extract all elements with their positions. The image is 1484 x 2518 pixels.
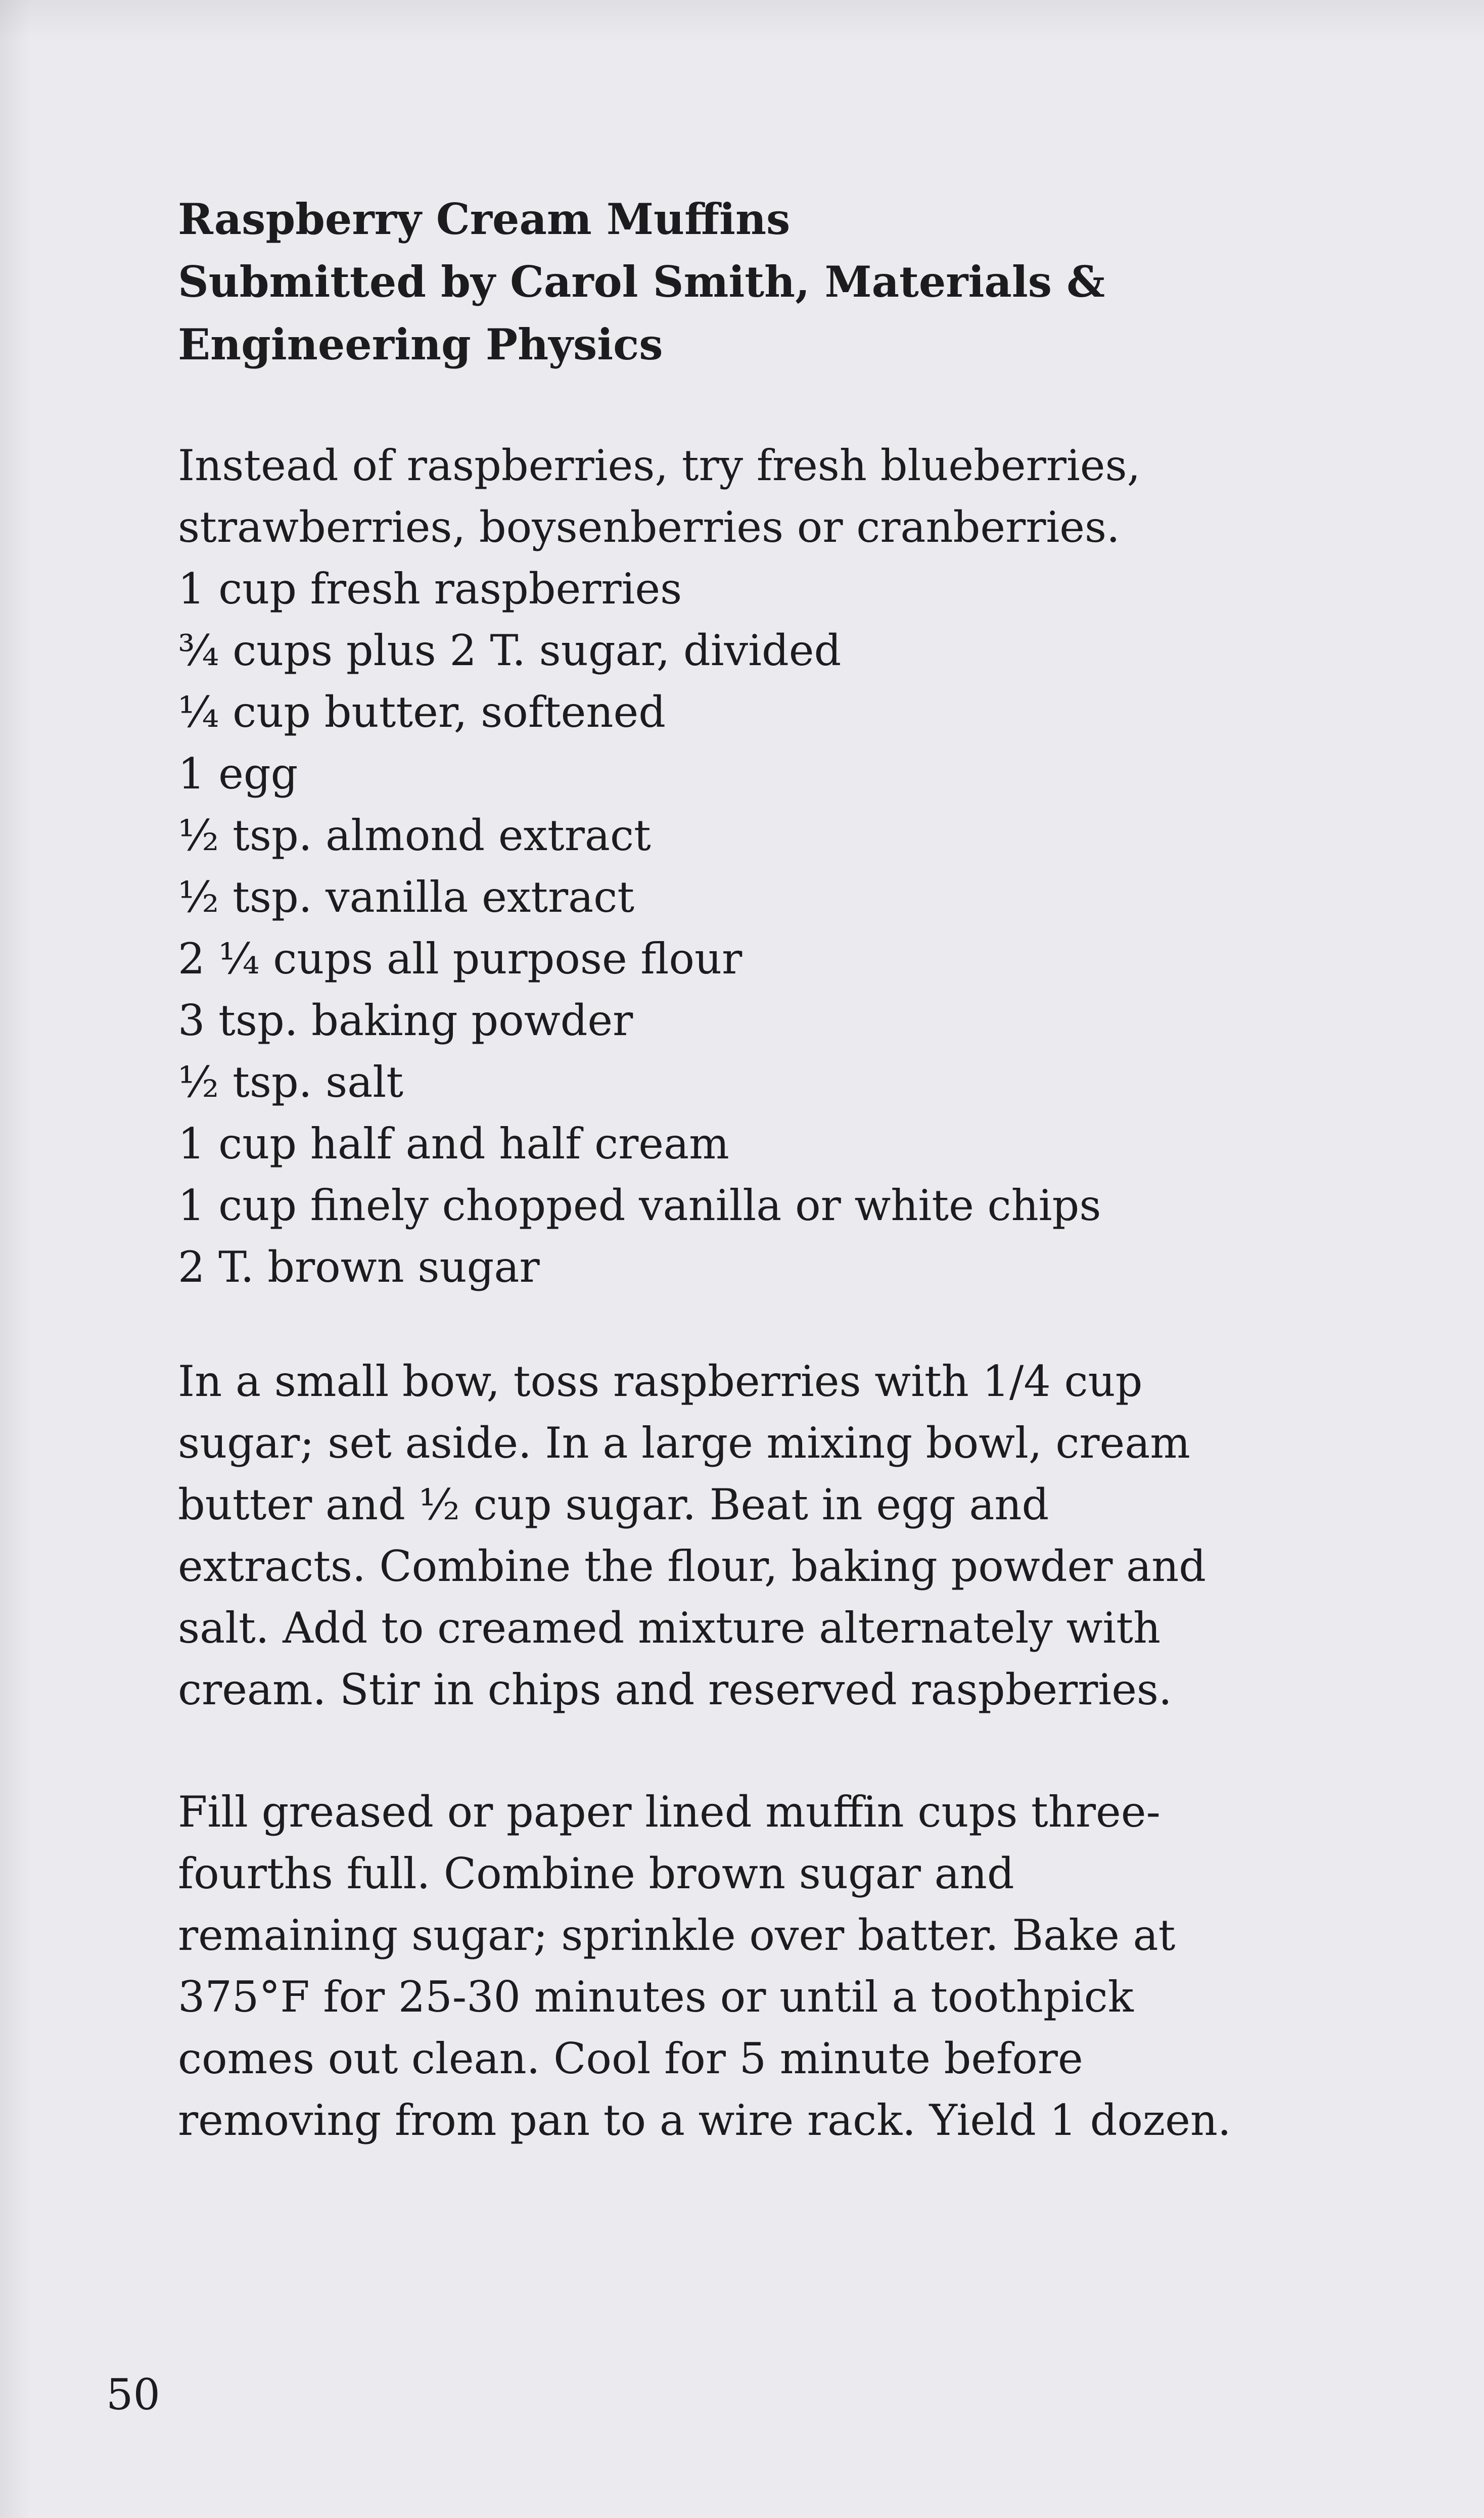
ingredient-item: ¾ cups plus 2 T. sugar, divided [178, 626, 842, 675]
instruction-line: extracts. Combine the flour, baking powder and [178, 1542, 1207, 1591]
recipe-submitter-department: Engineering Physics [178, 319, 663, 369]
instruction-line: remaining sugar; sprinkle over batter. Bake at [178, 1910, 1176, 1960]
instruction-line: cream. Stir in chips and reserved raspberries. [178, 1665, 1172, 1714]
ingredient-item: 1 egg [178, 749, 298, 799]
recipe-title-block [178, 188, 1340, 376]
ingredient-item: 1 cup fresh raspberries [178, 564, 682, 614]
ingredient-item: ¼ cup butter, softened [178, 687, 666, 737]
ingredient-item: 1 cup half and half cream [178, 1119, 729, 1169]
instruction-line: 375°F for 25-30 minutes or until a toothpick [178, 1972, 1134, 2022]
instruction-line: butter and ½ cup sugar. Beat in egg and [178, 1480, 1049, 1529]
ingredient-item: ½ tsp. salt [178, 1057, 403, 1107]
recipe-submitter-line: Submitted by Carol Smith, Materials & [178, 257, 1105, 307]
ingredient-list [178, 558, 1401, 1298]
instruction-line: removing from pan to a wire rack. Yield 1 dozen. [178, 2095, 1231, 2145]
instruction-line: salt. Add to creamed mixture alternately with [178, 1603, 1161, 1653]
recipe-title: Raspberry Cream Muffins [178, 194, 791, 244]
page-number: 50 [106, 2370, 160, 2419]
instruction-line: Fill greased or paper lined muffin cups three- [178, 1787, 1161, 1837]
instructions-paragraph-2 [178, 1781, 1401, 2151]
intro-line: strawberries, boysenberries or cranberries. [178, 502, 1120, 552]
ingredient-item: 2 ¼ cups all purpose flour [178, 934, 743, 984]
instruction-line: In a small bow, toss raspberries with 1/4 cup [178, 1357, 1143, 1406]
ingredient-item: 2 T. brown sugar [178, 1242, 540, 1292]
ingredient-item: 3 tsp. baking powder [178, 996, 633, 1045]
ingredient-item: ½ tsp. almond extract [178, 811, 651, 860]
instructions-paragraph-1 [178, 1350, 1401, 1720]
ingredient-item: 1 cup finely chopped vanilla or white chips [178, 1181, 1101, 1230]
intro-line: Instead of raspberries, try fresh blueberries, [178, 441, 1141, 490]
instruction-line: fourths full. Combine brown sugar and [178, 1849, 1014, 1898]
instruction-line: comes out clean. Cool for 5 minute before [178, 2034, 1083, 2083]
instruction-line: sugar; set aside. In a large mixing bowl, cream [178, 1418, 1190, 1468]
ingredient-item: ½ tsp. vanilla extract [178, 872, 635, 922]
recipe-intro [178, 435, 1401, 558]
